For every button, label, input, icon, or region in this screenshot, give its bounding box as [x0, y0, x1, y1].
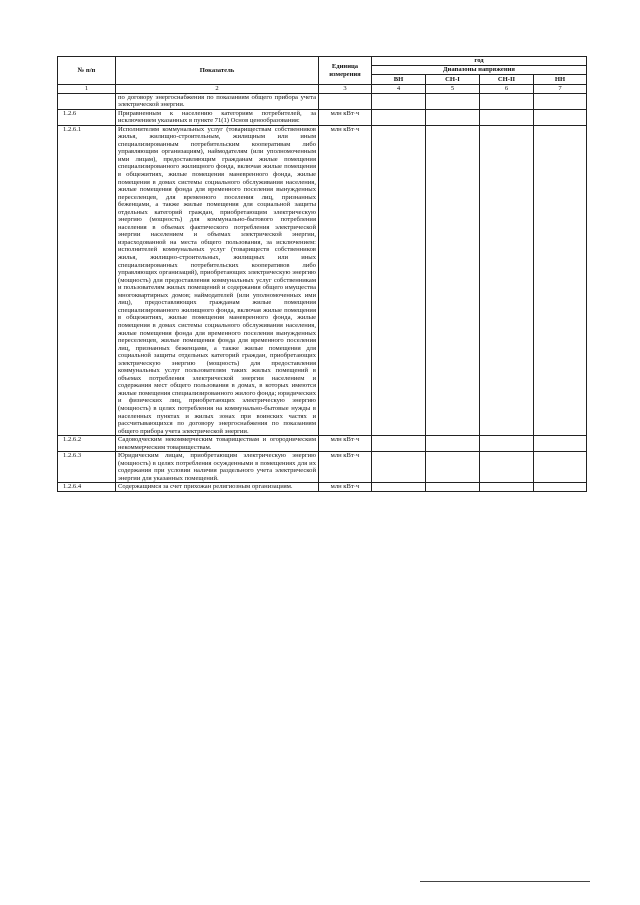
header-indicator: Показатель	[116, 57, 319, 85]
row-indicator: Садоводческим некоммерческим товариществам и огородническим некоммерческим товариществам.	[116, 436, 319, 452]
column-number: 1	[58, 85, 116, 94]
header-band-vn: ВН	[372, 75, 426, 85]
row-unit	[319, 93, 372, 109]
column-number: 2	[116, 85, 319, 94]
column-number: 6	[480, 85, 534, 94]
header-band-sn1: СН-I	[426, 75, 480, 85]
column-number: 7	[534, 85, 587, 94]
header-year: год	[372, 57, 587, 66]
column-number: 3	[319, 85, 372, 94]
table-row	[58, 436, 587, 452]
table-row	[58, 109, 587, 125]
value-cell-sn2	[480, 436, 534, 452]
row-number: 1.2.6.2	[58, 436, 116, 452]
value-cell-nn	[534, 452, 587, 483]
value-cell-nn	[534, 93, 587, 109]
row-indicator: Приравненным к населению категориям потребителей, за исключением указанных в пункте 71(1) Основ ценообразования:	[116, 109, 319, 125]
table-row	[58, 125, 587, 435]
table-row	[58, 93, 587, 109]
row-number: 1.2.6.3	[58, 452, 116, 483]
row-number: 1.2.6.1	[58, 125, 116, 435]
value-cell-vn	[372, 452, 426, 483]
row-indicator: Содержащимся за счет прихожан религиозным организациям.	[116, 483, 319, 492]
value-cell-vn	[372, 483, 426, 492]
table-header	[58, 57, 587, 85]
row-indicator: по договору энергоснабжения по показаниям общего прибора учета электрической энергии.	[116, 93, 319, 109]
value-cell-nn	[534, 125, 587, 435]
header-voltage-group: Диапазоны напряжения	[372, 66, 587, 75]
row-unit: млн кВт·ч	[319, 436, 372, 452]
row-unit: млн кВт·ч	[319, 125, 372, 435]
value-cell-sn2	[480, 109, 534, 125]
value-cell-nn	[534, 109, 587, 125]
footer-rule	[420, 881, 590, 882]
row-number	[58, 93, 116, 109]
indicator-table	[57, 56, 587, 492]
row-unit: млн кВт·ч	[319, 109, 372, 125]
row-unit: млн кВт·ч	[319, 483, 372, 492]
value-cell-sn1	[426, 483, 480, 492]
row-unit: млн кВт·ч	[319, 452, 372, 483]
row-number: 1.2.6	[58, 109, 116, 125]
row-indicator: Юридическим лицам, приобретающим электрическую энергию (мощность) в целях потребления осужденными в помещениях для их содержания при условии наличия раздельного учета электрической энергии для указанных помещений.	[116, 452, 319, 483]
value-cell-sn2	[480, 452, 534, 483]
value-cell-vn	[372, 125, 426, 435]
table-row	[58, 452, 587, 483]
row-indicator: Исполнителям коммунальных услуг (товариществам собственников жилья, жилищно-строительным, жилищным или иным специализированным потребительским кооперативам либо управляющим организациям), наймодателям (или уполномоченным ими лицам), предоставляющим гражданам жилые помещения специализированного жилищного фонда, включая жилые помещения в общежитиях, жилые помещения маневренного фонда, жилые помещения в домах системы социального обслуживания населения, жилые помещения фонда для временного поселения вынужденных переселенцев, для временного поселения лиц, признанных беженцами, а также жилые помещения для социальной защиты отдельных категорий граждан, приобретающим электрическую энергию (мощность) для коммунально-бытового потребления населения в объемах фактического потребления электрической энергии населением и объемах электрической энергии, израсходованной на места общего пользования, за исключением: исполнителей коммунальных услуг (товариществ собственников жилья, жилищно-строительных, жилищных или иных специализированных потребительских кооперативов либо управляющих организаций), приобретающих электрическую энергию (мощность) для предоставления коммунальных услуг собственникам и пользователям жилых помещений и содержания общего имущества многоквартирных домов; наймодателей (или уполномоченных ими лиц), предоставляющих гражданам жилые помещения специализированного жилищного фонда, включая жилые помещения в общежитиях, жилые помещения маневренного фонда, жилые помещения в домах системы социального обслуживания населения, жилые помещения фонда для временного поселения вынужденных переселенцев, жилые помещения фонда для временного поселения лиц, признанных беженцами, а также жилые помещения для социальной защиты отдельных категорий граждан, приобретающих электрическую энергию (мощность) для предоставления коммунальных услуг пользователям таких жилых помещений в объемах потребления электрической энергии населением и содержания мест общего пользования в домах, в которых имеются жилые помещения специализированного жилого фонда; юридических и физических лиц, приобретающих электрическую энергию (мощность) в целях потребления на коммунально-бытовые нужды в населенных пунктах и жилых зонах при воинских частях и рассчитывающихся по договору энергоснабжения по показаниям общего прибора учета электрической энергии.	[116, 125, 319, 435]
header-unit: Единица измерения	[319, 57, 372, 85]
column-numbers-row	[58, 85, 587, 94]
value-cell-sn2	[480, 125, 534, 435]
value-cell-vn	[372, 109, 426, 125]
row-number: 1.2.6.4	[58, 483, 116, 492]
column-number: 4	[372, 85, 426, 94]
value-cell-nn	[534, 436, 587, 452]
header-band-sn2: СН-II	[480, 75, 534, 85]
value-cell-vn	[372, 436, 426, 452]
value-cell-vn	[372, 93, 426, 109]
value-cell-sn1	[426, 93, 480, 109]
table-row	[58, 483, 587, 492]
value-cell-sn2	[480, 93, 534, 109]
value-cell-sn1	[426, 452, 480, 483]
value-cell-sn2	[480, 483, 534, 492]
column-number: 5	[426, 85, 480, 94]
value-cell-nn	[534, 483, 587, 492]
value-cell-sn1	[426, 109, 480, 125]
value-cell-sn1	[426, 436, 480, 452]
header-num: № п/п	[58, 57, 116, 85]
value-cell-sn1	[426, 125, 480, 435]
header-band-nn: НН	[534, 75, 587, 85]
